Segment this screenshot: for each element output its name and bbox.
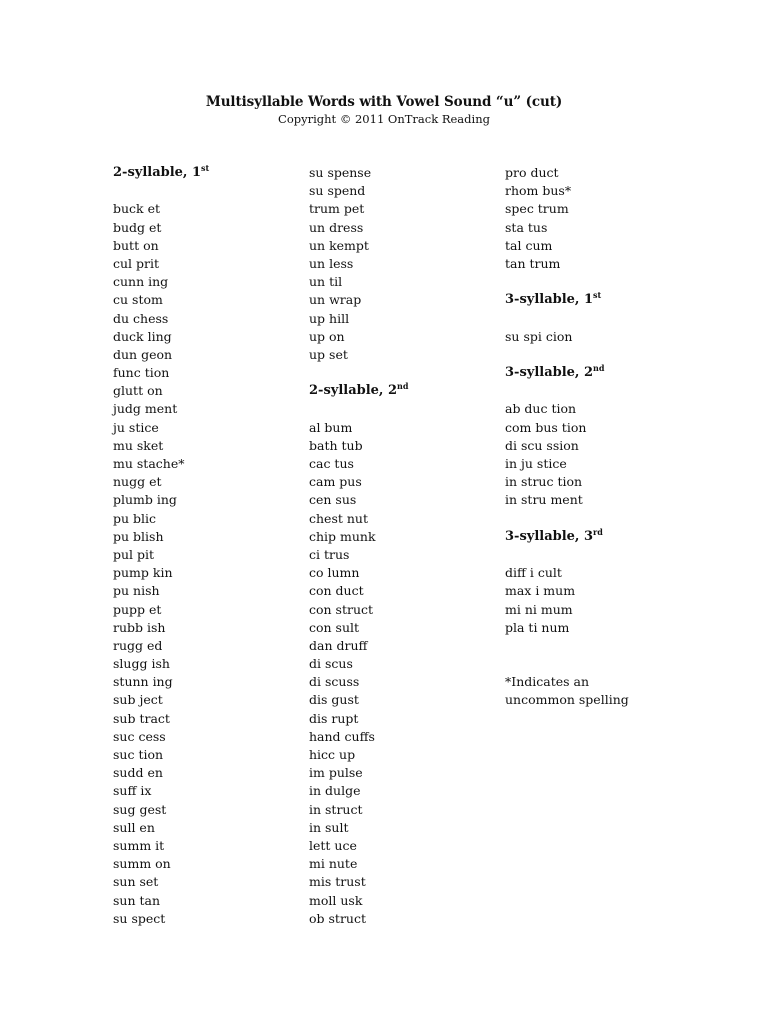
word-entry: cunn ing xyxy=(113,274,169,290)
word-entry: pla ti num xyxy=(505,619,570,635)
word-entry: mis trust xyxy=(309,874,366,890)
word-entry: im pulse xyxy=(309,765,363,781)
blank-line xyxy=(309,400,499,418)
word-column-1 xyxy=(113,164,303,928)
blank-line xyxy=(505,546,695,564)
word-entry: budg et xyxy=(113,219,162,235)
word-entry: in sult xyxy=(309,819,349,835)
word-entry: cac tus xyxy=(309,456,354,471)
word-entry: pump kin xyxy=(113,565,173,581)
word-entry: du chess xyxy=(113,310,169,326)
word-entry: un less xyxy=(309,255,354,271)
copyright-notice: Copyright © 2011 OnTrack Reading xyxy=(278,112,490,126)
word-entry: lett uce xyxy=(309,837,357,853)
word-entry: sug gest xyxy=(113,801,167,817)
word-entry: tal cum xyxy=(505,237,553,253)
word-entry: pul pit xyxy=(113,546,155,562)
blank-line xyxy=(505,273,695,291)
ordinal-suffix: nd xyxy=(397,381,409,392)
blank-line xyxy=(113,182,303,200)
word-entry: hand cuffs xyxy=(309,728,375,744)
word-entry: ju stice xyxy=(113,419,159,435)
word-entry: con duct xyxy=(309,583,364,599)
section-heading xyxy=(113,164,303,182)
blank-line xyxy=(505,655,695,673)
word-entry: func tion xyxy=(113,365,170,381)
word-entry: con sult xyxy=(309,619,360,635)
word-entry: dis gust xyxy=(309,692,359,708)
word-entry: sub tract xyxy=(113,710,170,726)
word-entry: sta tus xyxy=(505,219,548,235)
word-entry: ab duc tion xyxy=(505,401,577,417)
word-entry: uncommon spelling xyxy=(505,692,629,708)
section-heading xyxy=(505,364,695,382)
word-entry: mu sket xyxy=(113,437,164,453)
blank-line xyxy=(505,346,695,364)
blank-line xyxy=(505,510,695,528)
word-entry: su spi cion xyxy=(505,328,573,344)
word-entry: duck ling xyxy=(113,328,172,344)
word-entry: mu stache* xyxy=(113,456,185,471)
blank-line xyxy=(309,364,499,382)
word-entry: dis rupt xyxy=(309,710,359,726)
word-entry: pupp et xyxy=(113,601,162,617)
word-entry: co lumn xyxy=(309,565,360,581)
word-entry: up hill xyxy=(309,310,350,326)
blank-line xyxy=(505,310,695,328)
word-entry: su spense xyxy=(309,165,372,180)
word-entry: buck et xyxy=(113,201,161,217)
word-entry: chip munk xyxy=(309,528,376,544)
word-entry: di scu ssion xyxy=(505,437,579,453)
word-column-3 xyxy=(505,164,695,710)
word-entry: chest nut xyxy=(309,510,368,526)
word-entry: cul prit xyxy=(113,255,160,271)
word-entry: su spect xyxy=(113,910,166,926)
word-entry: un dress xyxy=(309,219,364,235)
ordinal-suffix: st xyxy=(593,290,602,301)
word-entry: ob struct xyxy=(309,910,366,926)
ordinal-suffix: rd xyxy=(593,526,603,537)
word-entry: diff i cult xyxy=(505,565,562,581)
word-entry: rhom bus* xyxy=(505,183,572,199)
word-entry: summ on xyxy=(113,856,171,872)
word-entry: di scuss xyxy=(309,674,360,690)
word-entry: mi nute xyxy=(309,856,358,872)
word-entry: al bum xyxy=(309,419,353,435)
section-heading-text: 2-syllable, 2 xyxy=(309,383,398,399)
word-entry: trum pet xyxy=(309,201,365,217)
word-entry: com bus tion xyxy=(505,419,587,435)
word-entry: hicc up xyxy=(309,747,356,762)
word-entry: pu blish xyxy=(113,528,164,544)
word-entry: un kempt xyxy=(309,237,369,253)
word-entry: spec trum xyxy=(505,201,569,217)
word-entry: suff ix xyxy=(113,783,152,799)
word-entry: ci trus xyxy=(309,546,350,562)
word-entry: stunn ing xyxy=(113,674,173,690)
word-entry: plumb ing xyxy=(113,492,177,508)
word-entry: up on xyxy=(309,328,345,344)
section-heading-text: 2-syllable, 1 xyxy=(113,165,202,180)
word-entry: dun geon xyxy=(113,346,173,362)
word-entry: butt on xyxy=(113,237,159,253)
word-entry: in dulge xyxy=(309,783,361,799)
word-entry: cen sus xyxy=(309,492,357,508)
word-entry: slugg ish xyxy=(113,656,170,672)
word-entry: sun set xyxy=(113,874,159,890)
word-entry: sudd en xyxy=(113,765,163,781)
word-entry: un til xyxy=(309,274,343,290)
word-entry: *Indicates an xyxy=(505,674,590,690)
word-entry: in stru ment xyxy=(505,492,583,508)
word-entry: cam pus xyxy=(309,474,362,490)
document-title: Multisyllable Words with Vowel Sound “u” (cut) xyxy=(205,94,563,110)
word-entry: pro duct xyxy=(505,165,559,180)
ordinal-suffix: st xyxy=(201,163,210,173)
word-entry: con struct xyxy=(309,601,374,617)
word-entry: mi ni mum xyxy=(505,601,573,617)
word-entry: suc tion xyxy=(113,747,164,762)
word-entry: nugg et xyxy=(113,474,162,490)
word-entry: summ it xyxy=(113,837,165,853)
word-entry: in struct xyxy=(309,801,363,817)
section-heading-text: 3-syllable, 3 xyxy=(505,528,594,544)
word-entry: su spend xyxy=(309,183,366,199)
section-heading-text: 3-syllable, 2 xyxy=(505,365,594,381)
word-entry: suc cess xyxy=(113,728,166,744)
word-entry: pu blic xyxy=(113,510,157,526)
word-entry: moll usk xyxy=(309,892,363,908)
section-heading xyxy=(309,382,499,400)
word-entry: up set xyxy=(309,346,348,362)
section-heading-text: 3-syllable, 1 xyxy=(505,292,594,308)
word-entry: sub ject xyxy=(113,692,163,708)
word-entry: judg ment xyxy=(113,401,178,417)
word-entry: sull en xyxy=(113,819,155,835)
word-entry: rugg ed xyxy=(113,637,163,653)
word-entry: cu stom xyxy=(113,292,163,308)
word-entry: pu nish xyxy=(113,583,160,599)
word-entry: sun tan xyxy=(113,892,161,908)
word-column-2 xyxy=(309,164,499,928)
blank-line xyxy=(505,382,695,400)
word-entry: in ju stice xyxy=(505,456,567,471)
word-entry: un wrap xyxy=(309,292,362,308)
word-entry: dan druff xyxy=(309,637,368,653)
blank-line xyxy=(505,637,695,655)
word-entry: bath tub xyxy=(309,437,363,453)
word-entry: max i mum xyxy=(505,583,576,599)
word-entry: di scus xyxy=(309,656,353,672)
word-entry: glutt on xyxy=(113,383,163,399)
document-header xyxy=(0,94,768,126)
section-heading xyxy=(505,528,695,546)
word-entry: in struc tion xyxy=(505,474,583,490)
section-heading xyxy=(505,291,695,309)
ordinal-suffix: nd xyxy=(593,363,605,374)
word-entry: rubb ish xyxy=(113,619,166,635)
word-entry: tan trum xyxy=(505,255,561,271)
